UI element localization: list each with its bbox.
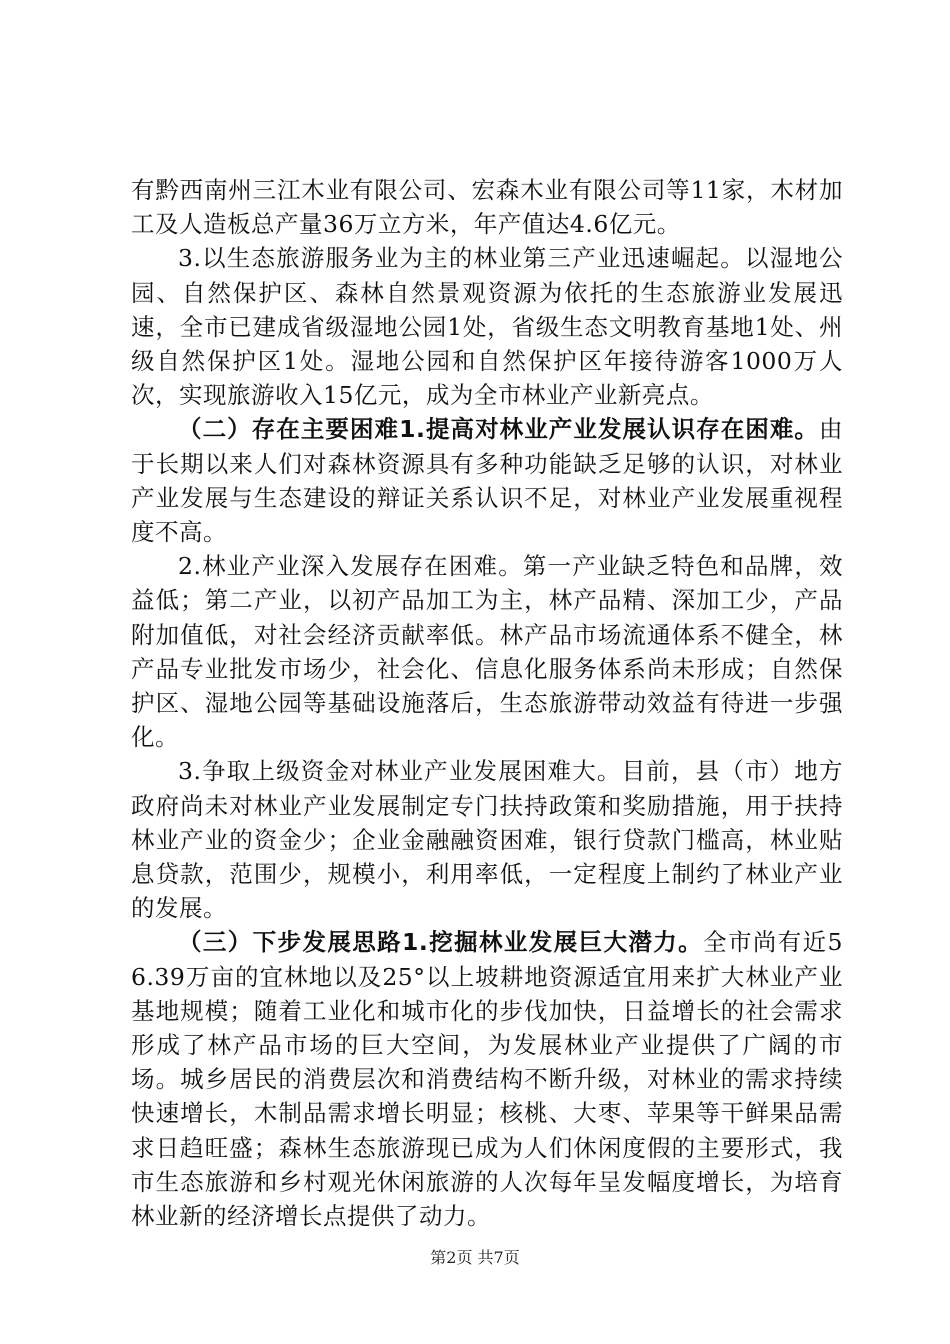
paragraph-text: 由于长期以来人们对森林资源具有多种功能缺乏足够的认识，对林业产业发展与生态建设的辩证关系认识不足，对林业产业发展重视程度不高。 bbox=[131, 415, 843, 547]
page-number-footer: 第2页 共7页 bbox=[430, 1248, 520, 1267]
section-heading: （三）下步发展思路1.挖掘林业发展巨大潜力。 bbox=[178, 928, 704, 957]
paragraph-main-difficulties bbox=[131, 412, 843, 549]
paragraph-text: 3.争取上级资金对林业产业发展困难大。目前，县（市）地方政府尚未对林业产业发展制定专门扶持政策和奖励措施，用于扶持林业产业的资金少；企业金融融资困难，银行贷款门槛高，林业贴息贷款，范围少，规模小，利用率低，一定程度上制约了林业产业的发展。 bbox=[131, 757, 843, 923]
paragraph-funding-difficulty bbox=[131, 754, 843, 925]
document-body bbox=[131, 173, 843, 1233]
paragraph-text: 3.以生态旅游服务业为主的林业第三产业迅速崛起。以湿地公园、自然保护区、森林自然景观资源为依托的生态旅游业发展迅速，全市已建成省级湿地公园1处，省级生态文明教育基地1处、州级自然保护区1处。湿地公园和自然保护区年接待游客1000万人次，实现旅游收入15亿元，成为全市林业产业新亮点。 bbox=[131, 244, 843, 410]
paragraph-development-ideas bbox=[131, 925, 843, 1233]
paragraph-continued bbox=[131, 173, 843, 241]
paragraph-text: 2.林业产业深入发展存在困难。第一产业缺乏特色和品牌，效益低；第二产业，以初产品加工为主，林产品精、深加工少，产品附加值低，对社会经济贡献率低。林产品市场流通体系不健全，林产品专业批发市场少，社会化、信息化服务体系尚未形成；自然保护区、湿地公园等基础设施落后，生态旅游带动效益有待进一步强化。 bbox=[131, 552, 843, 752]
paragraph-industry-difficulty bbox=[131, 549, 843, 754]
paragraph-text: 全市尚有近56.39万亩的宜林地以及25°以上坡耕地资源适宜用来扩大林业产业基地规模；随着工业化和城市化的步伐加快，日益增长的社会需求形成了林产品市场的巨大空间，为发展林业产业提供了广阔的市场。城乡居民的消费层次和消费结构不断升级，对林业的需求持续快速增长，木制品需求增长明显；核桃、大枣、苹果等干鲜果品需求日趋旺盛；森林生态旅游现已成为人们休闲度假的主要形式，我市生态旅游和乡村观光休闲旅游的人次每年呈发幅度增长，为培育林业新的经济增长点提供了动力。 bbox=[131, 928, 844, 1231]
paragraph-text: 有黔西南州三江木业有限公司、宏森木业有限公司等11家，木材加工及人造板总产量36万立方米，年产值达4.6亿元。 bbox=[131, 176, 843, 239]
section-heading: （二）存在主要困难1.提高对林业产业发展认识存在困难。 bbox=[178, 415, 819, 444]
paragraph-tertiary-industry bbox=[131, 241, 843, 412]
